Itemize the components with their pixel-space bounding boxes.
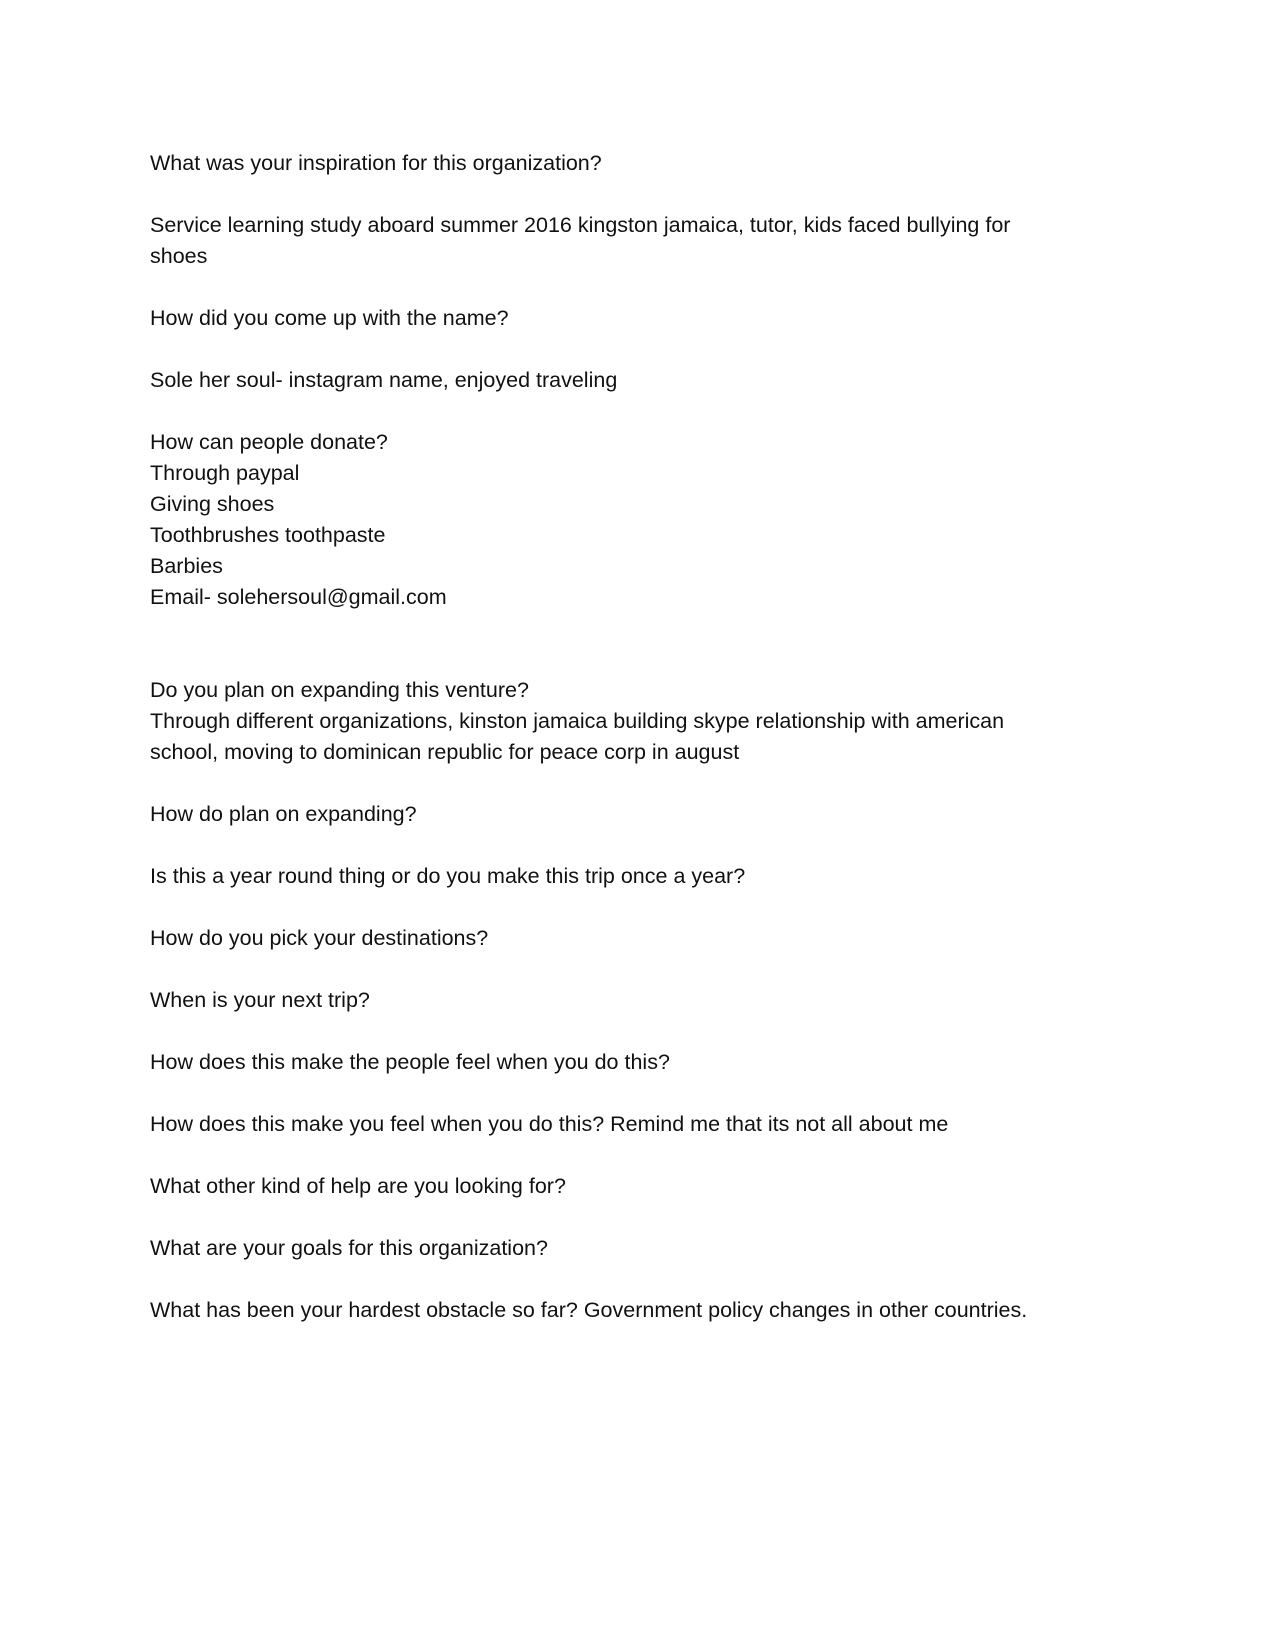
spacer	[150, 272, 1110, 303]
answer-expand-plan-line-1: Through different organizations, kinston jamaica building skype relationship with american	[150, 709, 1005, 733]
donate-item-email: Email- solehersoul@gmail.com	[150, 585, 447, 609]
question-destinations: How do you pick your destinations?	[150, 926, 489, 950]
question-other-help: What other kind of help are you looking for?	[150, 1174, 566, 1198]
spacer	[150, 1202, 1110, 1233]
spacer	[150, 892, 1110, 923]
question-expand-plan: Do you plan on expanding this venture?	[150, 678, 529, 702]
document-body	[150, 148, 1110, 1326]
question-goals: What are your goals for this organization?	[150, 1236, 548, 1260]
answer-inspiration-line-1: Service learning study aboard summer 2016 kingston jamaica, tutor, kids faced bullying for	[150, 213, 1011, 237]
question-next-trip: When is your next trip?	[150, 988, 370, 1012]
donate-item: Through paypal	[150, 461, 300, 485]
question-you-feel: How does this make you feel when you do this? Remind me that its not all about me	[150, 1112, 949, 1136]
question-people-feel: How does this make the people feel when you do this?	[150, 1050, 670, 1074]
spacer	[150, 768, 1110, 799]
spacer	[150, 613, 1110, 675]
spacer	[150, 1140, 1110, 1171]
question-obstacle: What has been your hardest obstacle so far? Government policy changes in other countries.	[150, 1298, 1028, 1322]
question-year-round: Is this a year round thing or do you make this trip once a year?	[150, 864, 746, 888]
question-expand-how: How do plan on expanding?	[150, 802, 417, 826]
spacer	[150, 830, 1110, 861]
answer-expand-plan-line-2: school, moving to dominican republic for peace corp in august	[150, 740, 740, 764]
donate-item: Giving shoes	[150, 492, 275, 516]
spacer	[150, 1016, 1110, 1047]
answer-inspiration-line-2: shoes	[150, 244, 208, 268]
spacer	[150, 179, 1110, 210]
spacer	[150, 1078, 1110, 1109]
spacer	[150, 396, 1110, 427]
spacer	[150, 954, 1110, 985]
donate-item: Barbies	[150, 554, 223, 578]
question-name: How did you come up with the name?	[150, 306, 509, 330]
answer-name: Sole her soul- instagram name, enjoyed traveling	[150, 368, 618, 392]
question-donate: How can people donate?	[150, 430, 388, 454]
spacer	[150, 1264, 1110, 1295]
question-inspiration: What was your inspiration for this organization?	[150, 151, 602, 175]
spacer	[150, 334, 1110, 365]
donate-item: Toothbrushes toothpaste	[150, 523, 386, 547]
